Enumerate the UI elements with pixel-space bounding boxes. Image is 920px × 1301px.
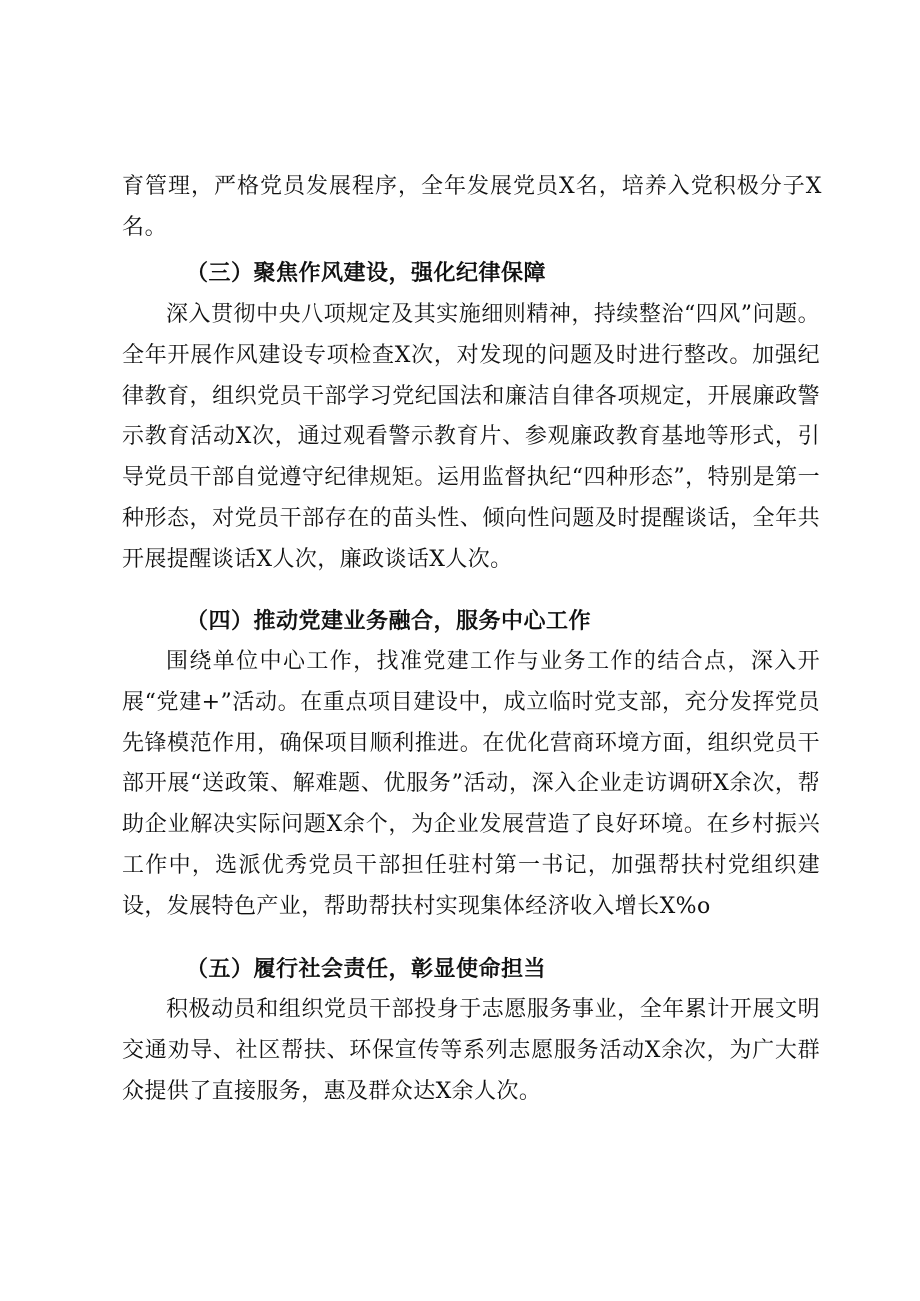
section-heading-5: （五）履行社会责任，彰显使命担当 [186,956,547,982]
section-heading-4: （四）推动党建业务融合，服务中心工作 [186,608,592,634]
section-body-5: 积极动员和组织党员干部投身于志愿服务事业，全年累计开展文明交通劝导、社区帮扶、环保宣传等系列志愿服务活动X余次，为广大群众提供了直接服务，惠及群众达X余人次。 [122,997,820,1104]
section-heading-3: （三）聚焦作风建设，强化纪律保障 [186,260,547,286]
section-body-4: 围绕单位中心工作，找准党建工作与业务工作的结合点，深入开展“党建+”活动。在重点项目建设中，成立临时党支部，充分发挥党员先锋模范作用，确保项目顺利推进。在优化营商环境方面，组织党员干部开展“送政策、解难题、优服务”活动，深入企业走访调研X余次，帮助企业解决实际问题X余个，为企业发展营造了良好环境。在乡村振兴工作中，选派优秀党员干部担任驻村第一书记，加强帮扶村党组织建设，发展特色产业，帮助帮扶村实现集体经济收入增长X%o [122,649,820,919]
continuation-paragraph: 育管理，严格党员发展程序，全年发展党员X名，培养入党积极分子X名。 [122,174,822,240]
section-body-3: 深入贯彻中央八项规定及其实施细则精神，持续整治“四风”问题。全年开展作风建设专项检查X次，对发现的问题及时进行整改。加强纪律教育，组织党员干部学习党纪国法和廉洁自律各项规定，开展廉政警示教育活动X次，通过观看警示教育片、参观廉政教育基地等形式，引导党员干部自觉遵守纪律规矩。运用监督执纪“四种形态”，特别是第一种形态，对党员干部存在的苗头性、倾向性问题及时提醒谈话，全年共开展提醒谈话X人次，廉政谈话X人次。 [122,302,820,572]
